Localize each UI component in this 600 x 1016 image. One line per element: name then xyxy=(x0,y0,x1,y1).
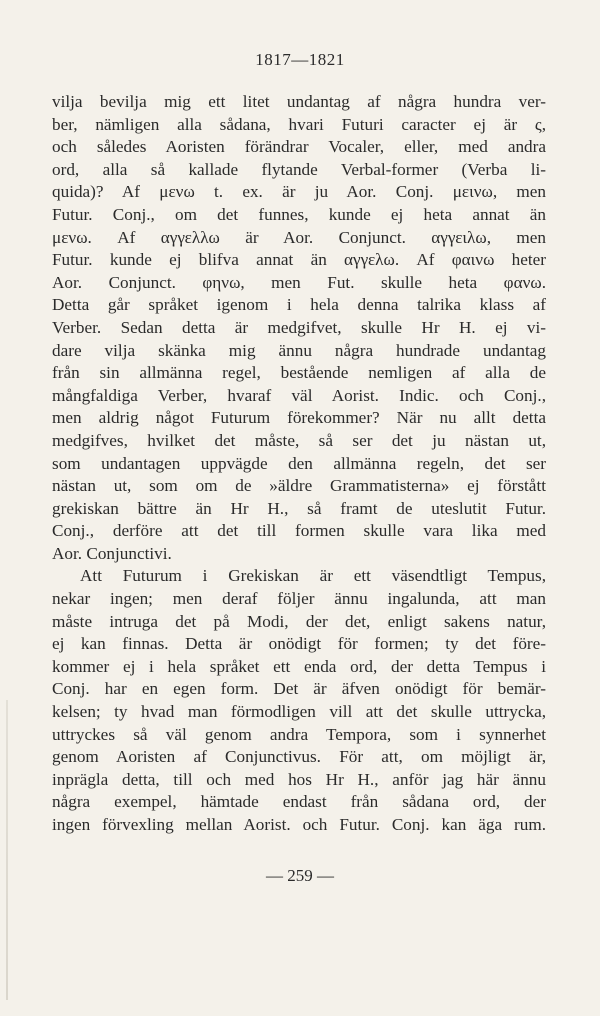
text-line: uttryckes så väl genom andra Tempora, som i synnerhet xyxy=(52,724,546,744)
text-line: Aor. Conjunct. φηνω, men Fut. skulle heta φανω. xyxy=(52,272,546,292)
text-line: men aldrig något Futurum förekommer? När nu allt detta xyxy=(52,408,546,428)
paragraph-end-line: Aor. Conjunctivi. xyxy=(52,543,172,563)
text-line: från sin allmänna regel, bestående nemligen af alla de xyxy=(52,363,546,383)
text-line: nästan ut, som om de »äldre Grammatisterna» ej förstått xyxy=(52,476,546,496)
text-line: ej kan finnas. Detta är onödigt för formen; ty det före- xyxy=(52,634,546,654)
text-line: måste intruga det på Modi, der det, enligt sakens natur, xyxy=(52,611,546,631)
body-text xyxy=(52,91,546,837)
page-edge-shadow xyxy=(6,700,8,1000)
text-line: genom Aoristen af Conjunctivus. För att, om möjligt är, xyxy=(52,747,546,767)
text-line: Verber. Sedan detta är medgifvet, skulle Hr H. ej vi- xyxy=(52,317,546,337)
text-line: ingen förvexling mellan Aorist. och Futur. Conj. kan äga rum. xyxy=(52,815,546,834)
text-line: och således Aoristen förändrar Vocaler, eller, med andra xyxy=(52,137,546,157)
text-line: nekar ingen; men deraf följer ännu ingalunda, att man xyxy=(52,589,546,609)
paragraph-start-line: Att Futurum i Grekiskan är ett väsendtligt Tempus, xyxy=(80,566,546,586)
text-line: Conj. har en egen form. Det är äfven onödigt för bemär- xyxy=(52,679,546,699)
text-line: grekiskan bättre än Hr H., så framt de uteslutit Futur. xyxy=(52,498,546,518)
text-line: som undantagen uppvägde den allmänna regeln, det ser xyxy=(52,453,546,473)
text-line: Detta går språket igenom i hela denna talrika klass af xyxy=(52,295,546,315)
text-line: kommer ej i hela språket ett enda ord, der detta Tempus i xyxy=(52,656,546,676)
text-line: quida)? Af μενω t. ex. är ju Aor. Conj. μεινω, men xyxy=(52,182,546,202)
text-line: ord, alla så kallade flytande Verbal-former (Verba li- xyxy=(52,159,546,179)
page-number: — 259 — xyxy=(266,866,334,885)
text-line: vilja bevilja mig ett litet undantag af några hundra ver- xyxy=(52,92,546,111)
text-line: kelsen; ty hvad man förmodligen vill att det skulle uttrycka, xyxy=(52,702,546,722)
page-header: 1817—1821 xyxy=(255,50,345,69)
text-line: inprägla detta, till och med hos Hr H., anför jag här ännu xyxy=(52,769,546,789)
text-line: några exempel, hämtade endast från sådana ord, der xyxy=(52,792,546,812)
text-line: medgifves, hvilket det måste, så ser det ju nästan ut, xyxy=(52,430,546,450)
text-line: Futur. kunde ej blifva annat än αγγελω. Af φαινω heter xyxy=(52,250,546,270)
text-line: ber, nämligen alla sådana, hvari Futuri caracter ej är ς, xyxy=(52,114,546,134)
text-line: mångfaldiga Verber, hvaraf väl Aorist. Indic. och Conj., xyxy=(52,385,546,405)
text-line: dare vilja skänka mig ännu några hundrade undantag xyxy=(52,340,546,360)
text-line: Conj., derföre att det till formen skulle vara lika med xyxy=(52,521,546,541)
text-line: μενω. Af αγγελλω är Aor. Conjunct. αγγειλω, men xyxy=(52,227,546,247)
text-line: Futur. Conj., om det funnes, kunde ej heta annat än xyxy=(52,204,546,224)
